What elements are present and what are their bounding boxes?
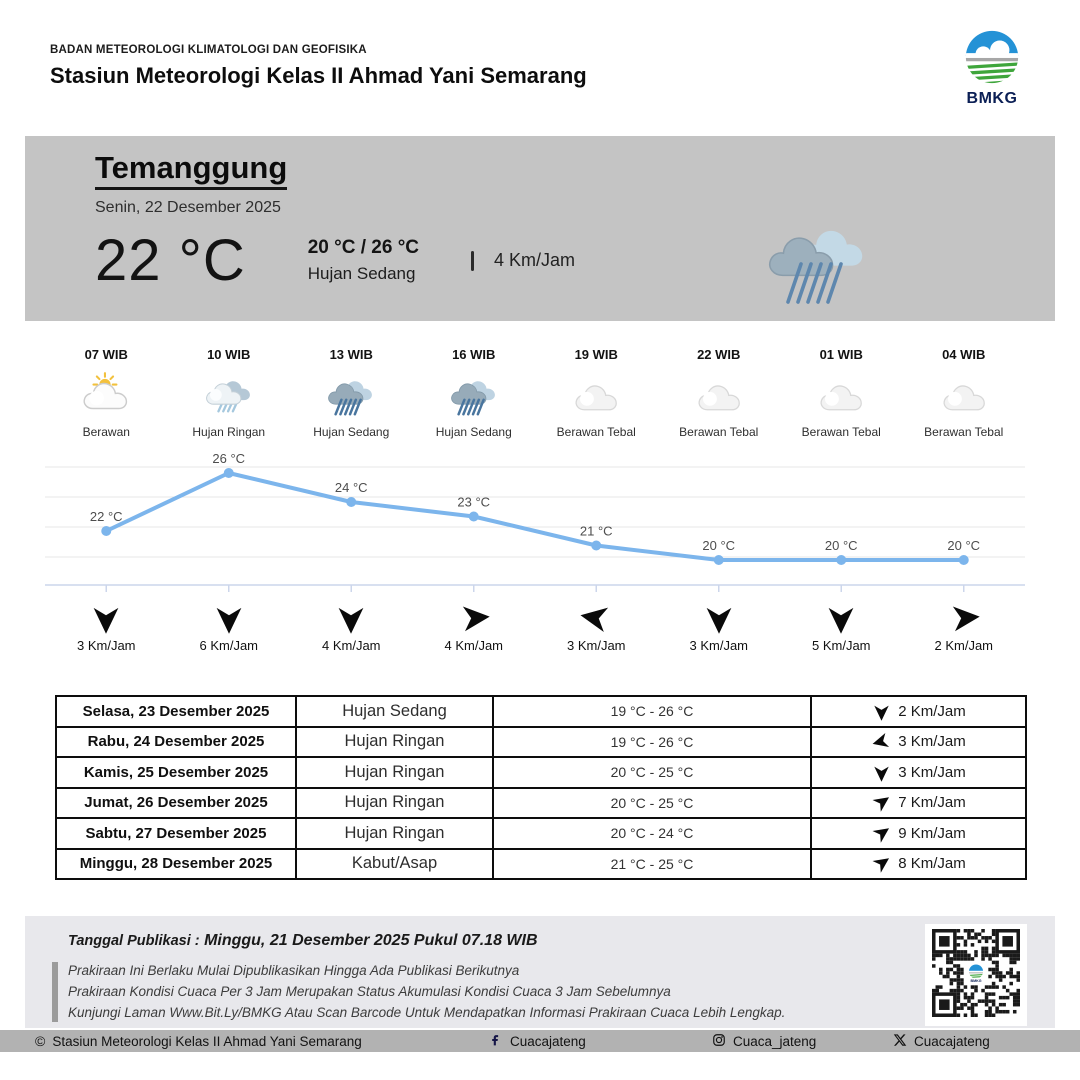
- hourly-column: [168, 347, 291, 439]
- publication-line: [68, 932, 538, 950]
- wind-arrow-icon: [871, 762, 892, 783]
- wind-speed-label: 8 Km/Jam: [898, 855, 966, 873]
- wind-speed-label: 4 Km/Jam: [444, 638, 503, 653]
- wind-arrow-icon: [780, 600, 903, 636]
- table-row: [56, 696, 1026, 727]
- wind-direction-icon: [471, 251, 474, 271]
- header: [50, 44, 587, 89]
- wind-speed-label: 3 Km/Jam: [898, 763, 966, 781]
- table-row: [56, 849, 1026, 880]
- cell-date: Selasa, 23 Desember 2025: [56, 696, 296, 727]
- rain-light-icon: [204, 370, 254, 420]
- svg-text:24 °C: 24 °C: [334, 480, 368, 495]
- wind-arrow-icon: [658, 600, 781, 636]
- wind-speed-label: 7 Km/Jam: [898, 794, 966, 812]
- cell-date: Minggu, 28 Desember 2025: [56, 849, 296, 880]
- bottom-bar: [0, 1030, 1080, 1052]
- footer: [25, 916, 1055, 1028]
- copyright-line: [35, 1030, 362, 1052]
- hour-time: 19 WIB: [574, 347, 618, 362]
- wind-speed-label: 3 Km/Jam: [689, 638, 748, 653]
- hour-time: 10 WIB: [207, 347, 251, 362]
- hour-condition: Hujan Ringan: [192, 425, 266, 439]
- wind-speed-label: 6 Km/Jam: [199, 638, 258, 653]
- copyright-text: Stasiun Meteorologi Kelas II Ahmad Yani Semarang: [52, 1033, 362, 1049]
- qr-code: [925, 924, 1027, 1026]
- hourly-column: [780, 347, 903, 439]
- hour-time: 22 WIB: [697, 347, 741, 362]
- table-row: [56, 757, 1026, 788]
- cell-condition: Hujan Ringan: [296, 818, 493, 849]
- hour-condition: Berawan: [82, 425, 130, 439]
- social-handle: Cuacajateng: [510, 1033, 586, 1049]
- cloud-thick-icon: [939, 370, 989, 420]
- footer-notes: [68, 960, 785, 1023]
- wind-arrow-icon: [45, 600, 168, 636]
- cloud-sun-icon: [81, 370, 131, 420]
- daily-forecast-table: [55, 695, 1027, 880]
- table-row: [56, 727, 1026, 758]
- temperature-chart: [45, 450, 1025, 600]
- current-weather-icon: [761, 212, 883, 316]
- social-handle: Cuacajateng: [914, 1033, 990, 1049]
- wind-column: [903, 600, 1026, 653]
- wind-speed-label: 9 Km/Jam: [898, 824, 966, 842]
- wind-column: [413, 600, 536, 653]
- svg-text:BMKG: BMKG: [970, 978, 982, 983]
- hourly-column: [45, 347, 168, 439]
- cell-temp-range: 20 °C - 24 °C: [493, 818, 811, 849]
- wind-column: [45, 600, 168, 653]
- hour-time: 04 WIB: [942, 347, 986, 362]
- current-wind-speed: 4 Km/Jam: [494, 250, 576, 270]
- wind-arrow-icon: [413, 600, 536, 636]
- wind-speed-label: 2 Km/Jam: [934, 638, 993, 653]
- wind-arrow-icon: [871, 792, 892, 813]
- cell-date: Kamis, 25 Desember 2025: [56, 757, 296, 788]
- wind-speed-label: 3 Km/Jam: [898, 733, 966, 751]
- cell-wind: [811, 818, 1026, 849]
- bmkg-logo: [950, 26, 1034, 108]
- hour-condition: Berawan Tebal: [679, 425, 759, 439]
- wind-arrow-icon: [871, 731, 892, 752]
- cell-condition: Hujan Ringan: [296, 757, 493, 788]
- cell-date: Rabu, 24 Desember 2025: [56, 727, 296, 758]
- wind-arrow-icon: [871, 823, 892, 844]
- hour-condition: Berawan Tebal: [801, 425, 881, 439]
- rain-moderate-icon: [326, 370, 376, 420]
- wind-arrow-icon: [168, 600, 291, 636]
- cell-temp-range: 20 °C - 25 °C: [493, 788, 811, 819]
- cell-wind: [811, 849, 1026, 880]
- hour-condition: Berawan Tebal: [924, 425, 1004, 439]
- wind-speed-label: 4 Km/Jam: [321, 638, 381, 653]
- social-instagram[interactable]: [712, 1030, 816, 1052]
- agency-name: BADAN METEOROLOGI KLIMATOLOGI DAN GEOFISIKA: [50, 44, 367, 56]
- wind-column: [290, 600, 413, 653]
- x-icon: [893, 1033, 907, 1050]
- facebook-icon: [488, 1032, 503, 1050]
- table-row: [56, 818, 1026, 849]
- note-line: Prakiraan Kondisi Cuaca Per 3 Jam Merupakan Status Akumulasi Kondisi Cuaca 3 Jam Sebelumnya: [68, 984, 671, 999]
- wind-speed-label: 2 Km/Jam: [898, 702, 966, 720]
- hour-time: 07 WIB: [84, 347, 128, 362]
- cell-date: Sabtu, 27 Desember 2025: [56, 818, 296, 849]
- wind-arrow-icon: [871, 853, 892, 874]
- hour-condition: Hujan Sedang: [313, 425, 390, 439]
- current-date: Senin, 22 Desember 2025: [95, 199, 281, 216]
- hourly-wind-row: [45, 600, 1025, 653]
- publication-label: Tanggal Publikasi :: [68, 933, 200, 949]
- station-name: Stasiun Meteorologi Kelas II Ahmad Yani Semarang: [50, 63, 587, 88]
- wind-column: [535, 600, 658, 653]
- hour-time: 01 WIB: [819, 347, 863, 362]
- cell-wind: [811, 788, 1026, 819]
- cloud-thick-icon: [816, 370, 866, 420]
- table-row: [56, 788, 1026, 819]
- cell-date: Jumat, 26 Desember 2025: [56, 788, 296, 819]
- svg-text:20 °C: 20 °C: [947, 538, 981, 553]
- temperature-range: 20 °C / 26 °C: [307, 237, 420, 258]
- hourly-column: [413, 347, 536, 439]
- wind-column: [658, 600, 781, 653]
- cloud-thick-icon: [571, 370, 621, 420]
- svg-text:26 °C: 26 °C: [212, 451, 246, 466]
- current-condition: Hujan Sedang: [307, 264, 416, 283]
- hour-time: 16 WIB: [452, 347, 496, 362]
- cell-temp-range: 20 °C - 25 °C: [493, 757, 811, 788]
- wind-arrow-icon: [871, 701, 892, 722]
- cloud-thick-icon: [694, 370, 744, 420]
- hourly-column: [535, 347, 658, 439]
- publication-value: Minggu, 21 Desember 2025 Pukul 07.18 WIB: [204, 932, 538, 949]
- wind-column: [168, 600, 291, 653]
- social-x[interactable]: [893, 1030, 990, 1052]
- cell-condition: Hujan Ringan: [296, 727, 493, 758]
- cell-temp-range: 19 °C - 26 °C: [493, 696, 811, 727]
- wind-arrow-icon: [535, 600, 658, 636]
- svg-text:20 °C: 20 °C: [824, 538, 858, 553]
- copyright-icon: ©: [35, 1033, 46, 1049]
- cell-wind: [811, 727, 1026, 758]
- cell-condition: Hujan Sedang: [296, 696, 493, 727]
- cell-wind: [811, 757, 1026, 788]
- qr-code-image: [932, 929, 1020, 1022]
- svg-text:21 °C: 21 °C: [579, 523, 613, 539]
- svg-text:23 °C: 23 °C: [457, 494, 491, 510]
- wind-column: [780, 600, 903, 653]
- current-temperature: 22 °C: [95, 228, 246, 293]
- hour-condition: Berawan Tebal: [556, 425, 636, 439]
- hourly-column: [903, 347, 1026, 439]
- cell-condition: Hujan Ringan: [296, 788, 493, 819]
- note-line: Prakiraan Ini Berlaku Mulai Dipublikasikan Hingga Ada Publikasi Berikutnya: [68, 963, 520, 978]
- wind-arrow-icon: [903, 600, 1026, 636]
- hourly-column: [658, 347, 781, 439]
- city-name: Temanggung: [95, 150, 287, 190]
- social-handle: Cuaca_jateng: [733, 1033, 817, 1049]
- hour-condition: Hujan Sedang: [435, 425, 512, 439]
- hourly-column: [290, 347, 413, 439]
- wind-arrow-icon: [290, 600, 413, 636]
- instagram-icon: [712, 1033, 726, 1050]
- current-conditions-card: [25, 136, 1055, 321]
- note-line: Kunjungi Laman Www.Bit.Ly/BMKG Atau Scan Barcode Untuk Mendapatkan Informasi Prakiraan Cuaca Lebih Lengkap.: [68, 1005, 786, 1020]
- wind-speed-label: 3 Km/Jam: [76, 638, 136, 653]
- social-facebook[interactable]: [488, 1030, 586, 1052]
- hourly-forecast-strip: [45, 347, 1025, 439]
- bmkg-logo-label: BMKG: [966, 90, 1018, 107]
- cell-wind: [811, 696, 1026, 727]
- cell-condition: Kabut/Asap: [296, 849, 493, 880]
- cell-temp-range: 21 °C - 25 °C: [493, 849, 811, 880]
- wind-speed-label: 3 Km/Jam: [566, 638, 626, 653]
- cell-temp-range: 19 °C - 26 °C: [493, 727, 811, 758]
- hour-time: 13 WIB: [329, 347, 373, 362]
- wind-speed-label: 5 Km/Jam: [811, 638, 871, 653]
- svg-text:20 °C: 20 °C: [702, 538, 736, 553]
- svg-text:22 °C: 22 °C: [89, 509, 123, 524]
- rain-moderate-icon: [449, 370, 499, 420]
- notes-accent-bar: [52, 962, 58, 1022]
